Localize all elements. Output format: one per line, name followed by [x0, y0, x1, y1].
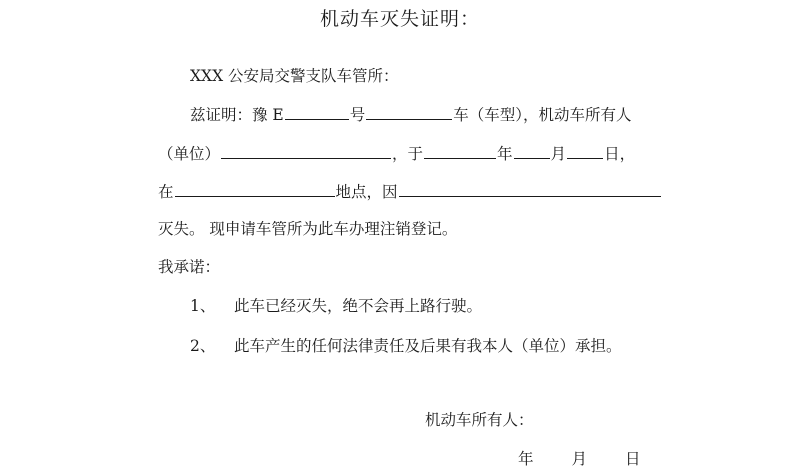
paragraph-4: 灭失。 现申请车管所为此车办理注销登记。 [158, 220, 458, 238]
promise-text: 此车产生的任何法律责任及后果有我本人（单位）承担。 [234, 337, 622, 355]
para1-text-1: 兹证明：豫 E [190, 106, 284, 124]
paragraph-2 [158, 143, 635, 164]
addressee: XXX 公安局交警支队车管所： [190, 67, 399, 85]
signature-label: 机动车所有人： [425, 411, 534, 429]
promise-item-2 [190, 336, 622, 356]
para2-text-1: （单位） [158, 145, 221, 163]
day-blank [567, 143, 603, 159]
date-line [518, 449, 641, 469]
para2-text-5: 日， [604, 145, 636, 163]
promise-item-1 [190, 296, 482, 316]
para3-text-1: 在 [158, 183, 174, 201]
document-title: 机动车灭失证明： [319, 8, 480, 30]
date-day: 日 [625, 450, 641, 468]
date-month: 月 [571, 450, 588, 468]
location-blank [175, 181, 335, 197]
para1-text-3: 车（车型），机动车所有人 [453, 106, 632, 124]
promise-heading: 我承诺： [158, 258, 221, 276]
paragraph-3 [158, 181, 662, 202]
promise-number: 1、 [190, 297, 216, 315]
date-year: 年 [518, 450, 534, 468]
para1-text-2: 号 [349, 106, 366, 124]
para2-text-4: 月 [550, 145, 567, 163]
para3-text-2: 地点，因 [335, 183, 398, 201]
paragraph-1 [190, 104, 632, 125]
plate-number-blank [285, 104, 349, 120]
para2-text-3: 年 [497, 145, 513, 163]
promise-text: 此车已经灭失，绝不会再上路行驶。 [234, 297, 483, 315]
promise-number: 2、 [190, 337, 216, 355]
month-blank [514, 143, 550, 159]
reason-blank [399, 181, 661, 197]
para2-text-2: ，于 [392, 145, 424, 163]
year-blank [424, 143, 496, 159]
owner-blank [221, 143, 391, 159]
vehicle-blank [366, 104, 452, 120]
